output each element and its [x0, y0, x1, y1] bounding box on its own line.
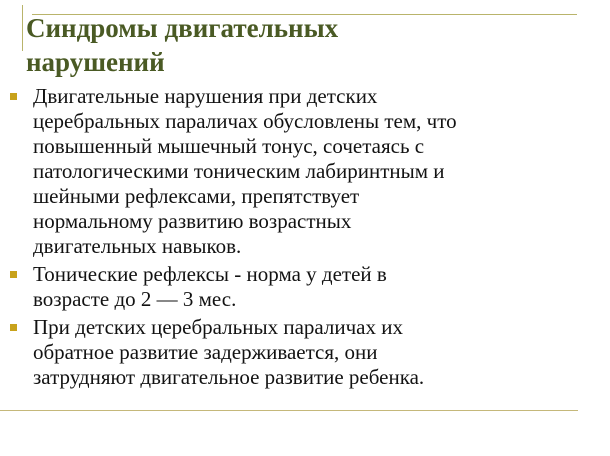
- bullet-line: шейными рефлексами, препятствует: [33, 184, 360, 208]
- bullet-line: нормальному развитию возрастных: [33, 209, 352, 233]
- title-line-2: нарушений: [26, 47, 165, 77]
- bottom-rule: [0, 410, 578, 411]
- square-bullet-icon: [10, 93, 17, 100]
- bullet-line: обратное развитие задерживается, они: [33, 340, 378, 364]
- bullet-line: возрасте до 2 — 3 мес.: [33, 287, 237, 311]
- bullet-line: повышенный мышечный тонус, сочетаясь с: [33, 134, 425, 158]
- slide-content: [0, 84, 610, 393]
- title-vertical-rule: [22, 5, 23, 51]
- bullet-line: двигательных навыков.: [33, 234, 242, 258]
- bullet-line: Двигательные нарушения при детских: [33, 84, 378, 108]
- title-line-1: Синдромы двигательных: [26, 13, 339, 43]
- bullet-line: церебральных параличах обусловлены тем, что: [33, 109, 457, 133]
- bullet-item-3: [0, 315, 573, 390]
- bullet-line: затрудняют двигательное развитие ребенка.: [33, 365, 425, 389]
- bullet-item-1: [0, 84, 573, 259]
- square-bullet-icon: [10, 271, 17, 278]
- bullet-line: патологическими тоническим лабиринтным и: [33, 159, 445, 183]
- bullet-line: При детских церебральных параличах их: [33, 315, 403, 339]
- bullet-item-2: [0, 262, 573, 312]
- slide-title: [26, 11, 586, 79]
- square-bullet-icon: [10, 324, 17, 331]
- bullet-line: Тонические рефлексы - норма у детей в: [33, 262, 387, 286]
